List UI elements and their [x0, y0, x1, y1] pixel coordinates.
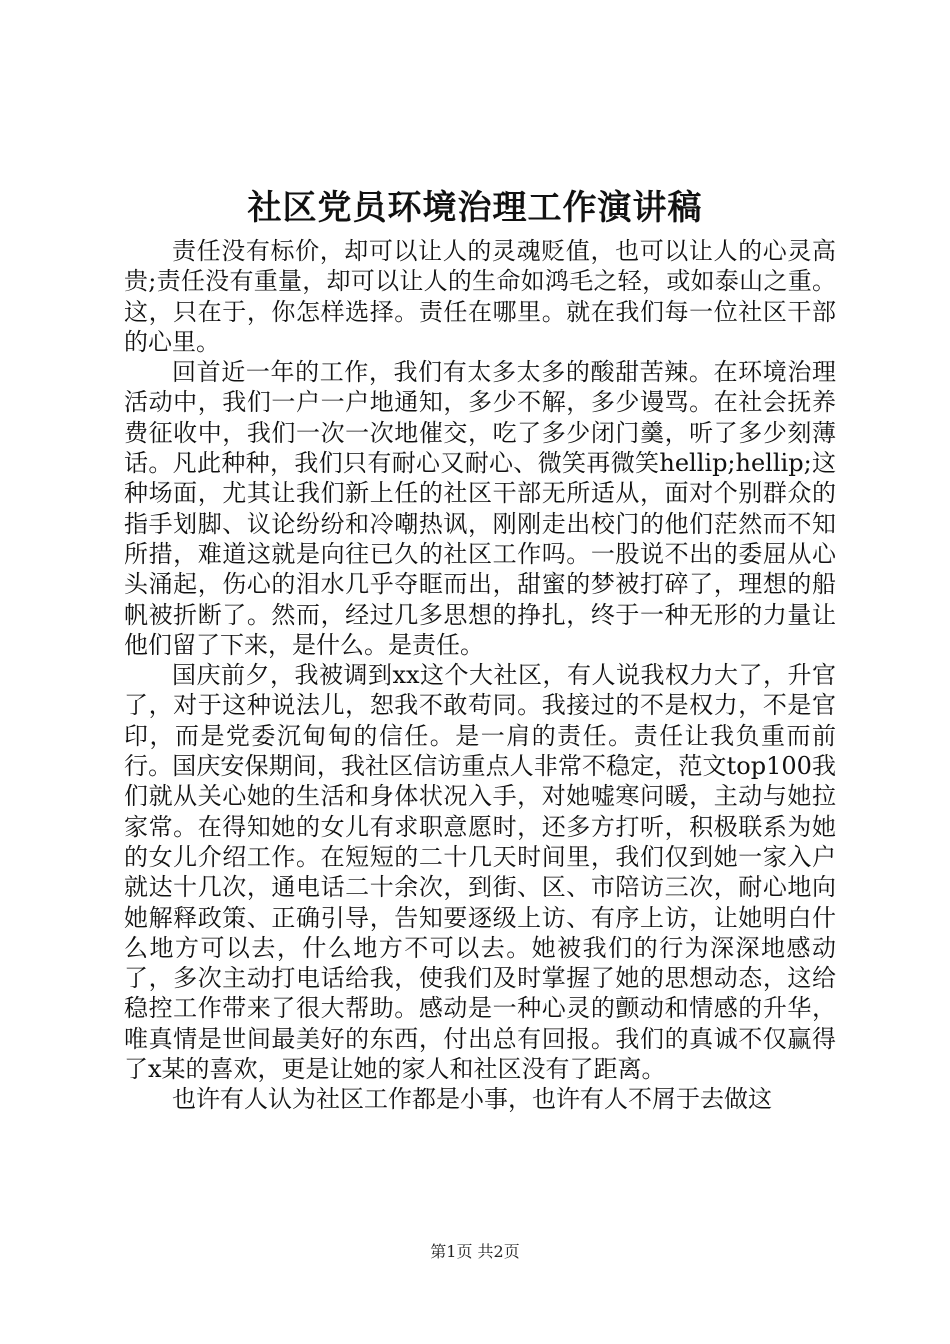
document-title: 社区党员环境治理工作演讲稿 — [247, 188, 703, 228]
document-body — [124, 236, 836, 1115]
paragraph: 回首近一年的工作，我们有太多太多的酸甜苦辣。在环境治理活动中，我们一户一户地通知，多少不解，多少谩骂。在社会抚养费征收中，我们一次一次地催交，吃了多少闭门羹，听了多少刻薄话。凡此种种，我们只有耐心又耐心、微笑再微笑hellip;hellip;这种场面，尤其让我们新上任的社区干部无所适从，面对个别群众的指手划脚、议论纷纷和冷嘲热讽，刚刚走出校门的他们茫然而不知所措，难道这就是向往已久的社区工作吗。一股说不出的委屈从心头涌起，伤心的泪水几乎夺眶而出，甜蜜的梦被打碎了，理想的船帆被折断了。然而，经过几多思想的挣扎，终于一种无形的力量让他们留了下来，是什么。是责任。 — [124, 358, 836, 659]
paragraph: 国庆前夕，我被调到xx这个大社区，有人说我权力大了，升官了，对于这种说法儿，恕我不敢苟同。我接过的不是权力，不是官印，而是党委沉甸甸的信任。是一肩的责任。责任让我负重而前行。国庆安保期间，我社区信访重点人非常不稳定，范文top100我们就从关心她的生活和身体状况入手，对她嘘寒问暖，主动与她拉家常。在得知她的女儿有求职意愿时，还多方打听，积极联系为她的女儿介绍工作。在短短的二十几天时间里，我们仅到她一家入户就达十几次，通电话二十余次，到街、区、市陪访三次，耐心地向她解释政策、正确引导，告知要逐级上访、有序上访，让她明白什么地方可以去，什么地方不可以去。她被我们的行为深深地感动了，多次主动打电话给我，使我们及时掌握了她的思想动态，这给稳控工作带来了很大帮助。感动是一种心灵的颤动和情感的升华，唯真情是世间最美好的东西，付出总有回报。我们的真诚不仅赢得了x某的喜欢，更是让她的家人和社区没有了距离。 — [124, 661, 836, 1084]
paragraph: 责任没有标价，却可以让人的灵魂贬值，也可以让人的心灵高贵;责任没有重量，却可以让人的生命如鸿毛之轻，或如泰山之重。这，只在于，你怎样选择。责任在哪里。就在我们每一位社区干部的心里。 — [124, 237, 836, 356]
page-indicator: 第1页 共2页 — [430, 1242, 520, 1261]
page-footer — [0, 1242, 950, 1262]
paragraph: 也许有人认为社区工作都是小事，也许有人不屑于去做这 — [172, 1085, 772, 1114]
